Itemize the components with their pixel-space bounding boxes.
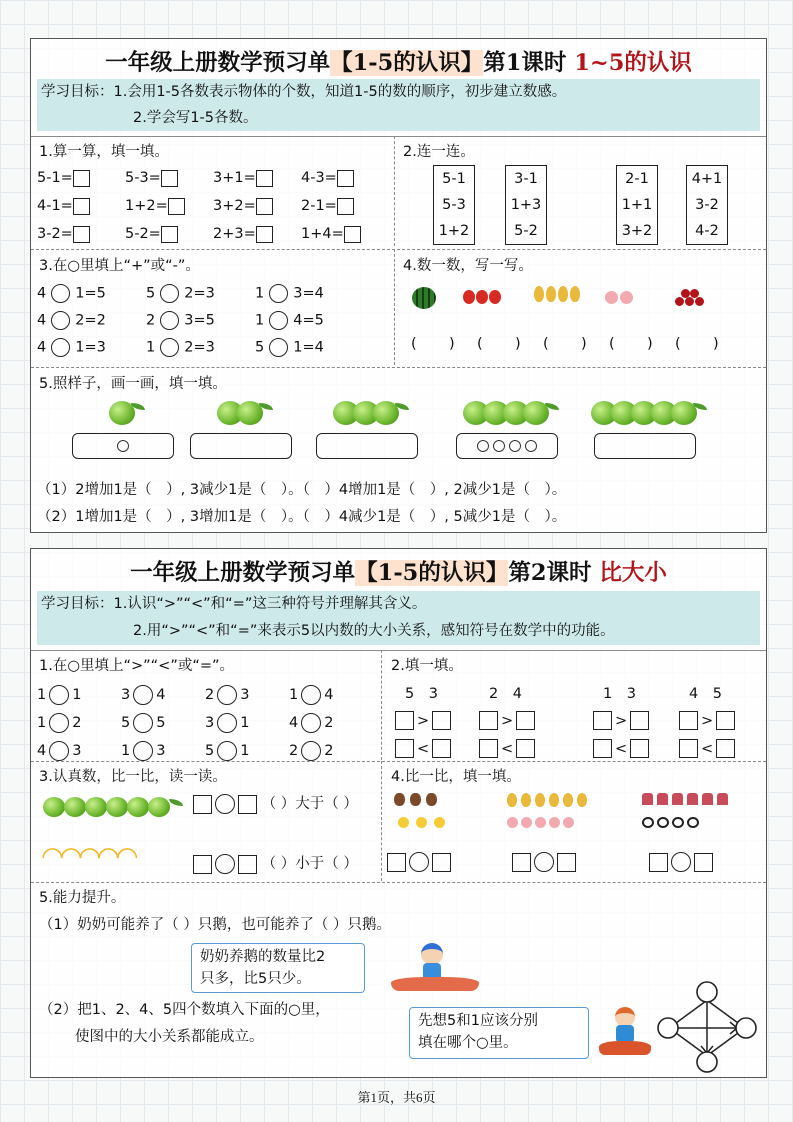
apple-icon — [85, 797, 107, 817]
answer-box[interactable] — [73, 170, 90, 187]
l2-q1-right: 4 — [324, 687, 334, 703]
l1-q1-item — [301, 225, 361, 243]
l2-q2-sign: < — [701, 740, 714, 757]
answer-box[interactable] — [161, 226, 178, 243]
answer-circle[interactable] — [49, 713, 69, 733]
l2-q1-right: 1 — [240, 743, 250, 759]
answer-circle[interactable] — [133, 685, 153, 705]
answer-box[interactable] — [73, 198, 90, 215]
l1-q4-label: 4.数一数，写一写。 — [403, 258, 533, 274]
l1-q4-paren: ) — [713, 336, 719, 352]
answer-box[interactable] — [630, 711, 649, 730]
l2-q1-left: 1 — [37, 687, 47, 703]
l2-q1-left: 2 — [205, 687, 215, 703]
panda-icon — [672, 817, 684, 828]
l1-q4-paren: ( — [411, 336, 417, 352]
answer-circle[interactable] — [51, 311, 70, 330]
sample-dot — [477, 440, 489, 452]
peach-icon — [507, 817, 518, 828]
tomato-group-icon — [463, 289, 501, 308]
peach-icon — [535, 817, 546, 828]
banana-group-icon: ◠◠◠◠◠ — [41, 842, 135, 872]
l1-q5-line2: （2）1增加1是（ ）, 3增加1是（ ）。（ ）4减少1是（ ）, 5减少1是（ ）。 — [37, 509, 567, 525]
l2-q1-right: 2 — [324, 715, 334, 731]
l2-q1-right: 3 — [240, 687, 250, 703]
apple-icon — [43, 797, 65, 817]
l1-q2-card-expr: 3+2 — [621, 223, 653, 239]
answer-box[interactable] — [716, 739, 735, 758]
l2-q1-left: 1 — [289, 687, 299, 703]
answer-circle[interactable] — [269, 284, 288, 303]
cake-icon — [672, 793, 683, 805]
l1-q1-item — [37, 169, 90, 187]
answer-box[interactable] — [168, 198, 185, 215]
answer-circle[interactable] — [269, 338, 288, 357]
pear-icon — [535, 793, 545, 807]
answer-box[interactable] — [161, 170, 178, 187]
l1-q3-right: 3=4 — [293, 285, 324, 302]
lesson1-goals: 学习目标：1.会用1-5各数表示物体的个数，知道1-5的数的顺序，初步建立数感。 2.学会写1-5各数。 — [37, 79, 760, 131]
apple-icon — [148, 797, 170, 817]
l2-q2-compare — [395, 739, 451, 758]
answer-circle[interactable] — [133, 713, 153, 733]
l2-q1-item — [289, 741, 333, 761]
pear-icon — [563, 793, 573, 807]
l2-q2-compare — [479, 739, 535, 758]
relation-diagram — [655, 979, 759, 1073]
cake-icon — [717, 793, 728, 805]
l1-q5-draw-box[interactable] — [190, 433, 292, 459]
l2-q1-item — [205, 741, 249, 761]
pear-icon — [577, 793, 587, 807]
l1-q1-expr: 3-2= — [37, 226, 73, 242]
answer-box[interactable] — [395, 711, 414, 730]
l2-q5-part1: （1）奶奶可能养了（ ）只鹅，也可能养了（ ）只鹅。 — [39, 917, 391, 933]
l2-q1-right: 4 — [156, 687, 166, 703]
l1-q1-expr: 5-2= — [125, 226, 161, 242]
l2-q5-part2a: （2）把1、2、4、5四个数填入下面的○里， — [39, 1002, 330, 1018]
l2-q1-right: 3 — [156, 743, 166, 759]
lesson2-title: 一年级上册数学预习单【1-5的认识】第2课时 比大小 — [130, 560, 667, 586]
cake-icon — [642, 793, 653, 805]
l2-q2-compare — [593, 711, 649, 730]
l1-q1-expr: 4-1= — [37, 198, 73, 214]
peach-icon — [521, 817, 532, 828]
l1-q2-card — [505, 165, 547, 245]
l1-q3-item — [37, 284, 106, 303]
l1-q3-left: 1 — [255, 312, 265, 329]
answer-circle[interactable] — [160, 311, 179, 330]
answer-box[interactable] — [679, 739, 698, 758]
l2-q1-right: 5 — [156, 715, 166, 731]
l1-q3-right: 4=5 — [293, 312, 324, 329]
answer-box[interactable] — [716, 711, 735, 730]
answer-box[interactable] — [395, 739, 414, 758]
apple-icon — [106, 797, 128, 817]
l1-q5-draw-box[interactable] — [316, 433, 418, 459]
panda-icon — [657, 817, 669, 828]
l2-q1-right: 2 — [72, 715, 82, 731]
l2-q2-pair: 2 4 — [489, 686, 522, 702]
l2-q1-item — [121, 713, 165, 733]
pear-icon — [521, 793, 531, 807]
l2-q2-compare — [679, 739, 735, 758]
owl-chick-group-icon — [394, 793, 452, 837]
peach-group-icon — [605, 289, 633, 308]
l2-q1-item — [289, 685, 333, 705]
answer-circle[interactable] — [217, 741, 237, 761]
l1-q2-card-expr: 4-2 — [695, 223, 719, 239]
l1-q2-card-expr: 1+3 — [510, 197, 542, 213]
l2-q2-compare — [679, 711, 735, 730]
answer-box[interactable] — [432, 739, 451, 758]
l2-q2-pair: 1 3 — [603, 686, 636, 702]
l1-q1-expr: 5-3= — [125, 170, 161, 186]
l2-q1-left: 5 — [121, 715, 131, 731]
answer-circle[interactable] — [160, 338, 179, 357]
answer-circle[interactable] — [217, 685, 237, 705]
l1-q3-left: 4 — [37, 312, 47, 329]
l2-q2-sign: > — [701, 712, 714, 729]
l1-q1-item — [37, 225, 90, 243]
l2-q1-right: 2 — [324, 743, 334, 759]
l2-q2-sign: < — [501, 740, 514, 757]
cake-icon — [702, 793, 713, 805]
answer-box[interactable] — [337, 170, 354, 187]
answer-box[interactable] — [593, 711, 612, 730]
l2-q2-compare — [395, 711, 451, 730]
answer-circle[interactable] — [217, 713, 237, 733]
answer-box[interactable] — [344, 226, 361, 243]
l2-q1-label: 1.在○里填上“>”“<”或“=”。 — [39, 658, 235, 674]
l2-q1-left: 2 — [289, 743, 299, 759]
l2-q4-boxes — [387, 852, 767, 872]
l1-q2-card-expr: 4+1 — [691, 171, 723, 187]
l1-q3-item — [255, 284, 324, 303]
l1-q3-left: 1 — [146, 339, 156, 356]
answer-box[interactable] — [593, 739, 612, 758]
l2-q3-greater: （ ）大于（ ） — [193, 794, 358, 814]
l1-q3-right: 2=3 — [184, 285, 215, 302]
pear-icon — [507, 793, 517, 807]
answer-box[interactable] — [479, 711, 498, 730]
answer-box[interactable] — [73, 226, 90, 243]
l2-q1-item — [205, 685, 249, 705]
l2-q2-compare — [593, 739, 649, 758]
l2-q2-sign: > — [501, 712, 514, 729]
l2-q1-item — [121, 685, 165, 705]
answer-circle[interactable] — [301, 713, 321, 733]
peach-icon — [563, 817, 574, 828]
l2-q1-left: 4 — [37, 743, 47, 759]
l2-q1-item — [37, 741, 81, 761]
answer-circle[interactable] — [51, 284, 70, 303]
answer-box[interactable] — [256, 170, 273, 187]
l1-q4-paren: ( — [543, 336, 549, 352]
cake-icon — [657, 793, 668, 805]
answer-box[interactable] — [516, 739, 535, 758]
l1-q1-item — [301, 169, 354, 187]
lesson2-goals: 学习目标：1.认识“>”“<”和“=”这三种符号并理解其含义。 2.用“>”“<”和“=”来表示5以内数的大小关系，感知符号在数学中的功能。 — [37, 591, 760, 645]
l1-q4-paren: ) — [449, 336, 455, 352]
answer-circle[interactable] — [160, 284, 179, 303]
l1-q1-expr: 3+1= — [213, 170, 256, 186]
l2-q5-hint1: 奶奶养鹅的数量比2 只多，比5只少。 — [191, 943, 365, 993]
l1-q2-card — [686, 165, 728, 245]
l1-q3-right: 1=5 — [75, 285, 106, 302]
l1-q1-expr: 2+3= — [213, 226, 256, 242]
l1-q1-expr: 1+2= — [125, 198, 168, 214]
l1-q3-right: 2=3 — [184, 339, 215, 356]
l1-q3-item — [255, 338, 324, 357]
leaf-icon — [169, 799, 183, 806]
l1-q1-label: 1.算一算，填一填。 — [39, 144, 169, 160]
watermelon-icon — [412, 287, 436, 309]
answer-circle[interactable] — [269, 311, 288, 330]
l2-q2-sign: < — [417, 740, 430, 757]
l1-q1-expr: 5-1= — [37, 170, 73, 186]
l1-q3-right: 1=3 — [75, 339, 106, 356]
l2-q2-label: 2.填一填。 — [391, 658, 463, 674]
l2-q2-sign: > — [615, 712, 628, 729]
l1-q3-left: 4 — [37, 285, 47, 302]
panda-icon — [687, 817, 699, 828]
l2-q2-sign: < — [615, 740, 628, 757]
l1-q4-paren: ( — [609, 336, 615, 352]
l1-q4-paren: ) — [647, 336, 653, 352]
l1-q3-right: 3=5 — [184, 312, 215, 329]
l2-q1-right: 1 — [72, 687, 82, 703]
l1-q2-card — [433, 165, 475, 245]
answer-box[interactable] — [630, 739, 649, 758]
l1-q1-expr: 4-3= — [301, 170, 337, 186]
l1-q4-paren: ( — [675, 336, 681, 352]
l2-q2-compare — [479, 711, 535, 730]
l1-q2-card-expr: 3-2 — [695, 197, 719, 213]
l1-q2-card-expr: 3-1 — [514, 171, 538, 187]
l1-q1-item — [213, 197, 273, 215]
cake-icon — [687, 793, 698, 805]
l1-q1-item — [301, 197, 354, 215]
l1-q2-card-expr: 1+2 — [438, 223, 470, 239]
l2-q1-left: 4 — [289, 715, 299, 731]
l1-q1-expr: 1+4= — [301, 226, 344, 242]
l1-q3-label: 3.在○里填上“+”或“-”。 — [39, 258, 200, 274]
diagram-circle-bottom — [697, 1052, 717, 1072]
l1-q5-draw-box[interactable] — [72, 433, 174, 459]
l1-q5-draw-box[interactable] — [456, 433, 558, 459]
answer-circle[interactable] — [49, 685, 69, 705]
l1-q2-label: 2.连一连。 — [403, 144, 475, 160]
l2-q1-left: 5 — [205, 743, 215, 759]
answer-box[interactable] — [432, 711, 451, 730]
answer-box[interactable] — [256, 198, 273, 215]
sample-dot — [525, 440, 537, 452]
answer-circle[interactable] — [51, 338, 70, 357]
l1-q2-card-expr: 5-1 — [442, 171, 466, 187]
lesson1-title: 一年级上册数学预习单【1-5的认识】第1课时 1~5的认识 — [105, 50, 692, 76]
girl-reading-icon — [391, 941, 479, 999]
l2-q1-left: 1 — [121, 743, 131, 759]
apple-icon — [64, 797, 86, 817]
answer-box[interactable] — [479, 739, 498, 758]
l1-q3-item — [146, 284, 215, 303]
l1-q3-left: 1 — [255, 285, 265, 302]
peach-icon — [549, 817, 560, 828]
answer-circle[interactable] — [301, 741, 321, 761]
l1-q4-paren: ) — [515, 336, 521, 352]
l2-q1-right: 1 — [240, 715, 250, 731]
l2-q1-left: 3 — [205, 715, 215, 731]
l1-q4-paren: ) — [581, 336, 587, 352]
l2-q1-left: 1 — [37, 715, 47, 731]
apple-icon — [127, 797, 149, 817]
cherry-group-icon — [673, 289, 705, 309]
l1-q1-item — [125, 197, 185, 215]
l2-q3-less: （ ）小于（ ） — [193, 854, 358, 874]
l2-q2-sign: > — [417, 712, 430, 729]
answer-circle[interactable] — [49, 741, 69, 761]
l1-q5-draw-box[interactable] — [594, 433, 696, 459]
pear-peach-group-icon — [507, 793, 597, 837]
l2-q1-item — [37, 713, 81, 733]
answer-box[interactable] — [256, 226, 273, 243]
cake-panda-group-icon — [642, 793, 742, 837]
l1-q3-item — [37, 338, 106, 357]
l1-q3-left: 5 — [255, 339, 265, 356]
page-footer: 第1页，共6页 — [357, 1090, 436, 1105]
l2-q2-pair: 4 5 — [689, 686, 722, 702]
l2-q3-label: 3.认真数，比一比，读一读。 — [39, 769, 227, 785]
diagram-circle-top — [697, 982, 717, 1002]
answer-circle[interactable] — [133, 741, 153, 761]
answer-box[interactable] — [516, 711, 535, 730]
l1-q2-card-expr: 2-1 — [625, 171, 649, 187]
diagram-circle-right — [736, 1018, 756, 1038]
l1-q3-right: 2=2 — [75, 312, 106, 329]
l1-q1-expr: 2-1= — [301, 198, 337, 214]
worksheet-lesson-2 — [30, 548, 767, 1078]
sample-dot — [117, 440, 129, 452]
worksheet-lesson-1 — [30, 38, 767, 533]
l2-q4-label: 4.比一比，填一填。 — [391, 769, 521, 785]
l1-q1-item — [125, 169, 178, 187]
answer-box[interactable] — [337, 198, 354, 215]
l1-q3-left: 5 — [146, 285, 156, 302]
l1-q3-item — [146, 338, 215, 357]
l1-q4-paren: ( — [477, 336, 483, 352]
l1-q3-item — [146, 311, 215, 330]
pear-icon — [549, 793, 559, 807]
boy-reading-icon — [597, 1005, 653, 1061]
l1-q1-item — [213, 169, 273, 187]
l2-q1-item — [205, 713, 249, 733]
l1-q2-card-expr: 1+1 — [621, 197, 653, 213]
answer-circle[interactable] — [301, 685, 321, 705]
diagram-circle-left — [658, 1018, 678, 1038]
pear-group-icon — [534, 286, 580, 306]
l2-q5-part2b: 使图中的大小关系都能成立。 — [75, 1029, 264, 1045]
l2-q2-pair: 5 3 — [405, 686, 438, 702]
answer-box[interactable] — [679, 711, 698, 730]
l2-q1-left: 3 — [121, 687, 131, 703]
l1-q3-left: 4 — [37, 339, 47, 356]
l1-q1-item — [213, 225, 273, 243]
panda-icon — [642, 817, 654, 828]
l1-q3-item — [37, 311, 106, 330]
l1-q1-expr: 3+2= — [213, 198, 256, 214]
l1-q2-card-expr: 5-2 — [514, 223, 538, 239]
l1-q5-label: 5.照样子，画一画，填一填。 — [39, 376, 227, 392]
l1-q1-item — [125, 225, 178, 243]
l2-q5-hint2: 先想5和1应该分别 填在哪个○里。 — [409, 1007, 589, 1059]
sample-dot — [493, 440, 505, 452]
l2-q1-item — [289, 713, 333, 733]
l1-q2-card-expr: 5-3 — [442, 197, 466, 213]
l1-q2-card — [616, 165, 658, 245]
sample-dot — [509, 440, 521, 452]
l1-q3-left: 2 — [146, 312, 156, 329]
l1-q3-item — [255, 311, 324, 330]
l1-q5-line1: （1）2增加1是（ ）, 3减少1是（ ）。（ ）4增加1是（ ）, 2减少1是（ ）。 — [37, 482, 567, 498]
l2-q1-item — [37, 685, 81, 705]
l1-q3-right: 1=4 — [293, 339, 324, 356]
l2-q1-item — [121, 741, 165, 761]
l2-q5-label: 5.能力提升。 — [39, 890, 126, 906]
l2-q1-right: 3 — [72, 743, 82, 759]
l1-q1-item — [37, 197, 90, 215]
